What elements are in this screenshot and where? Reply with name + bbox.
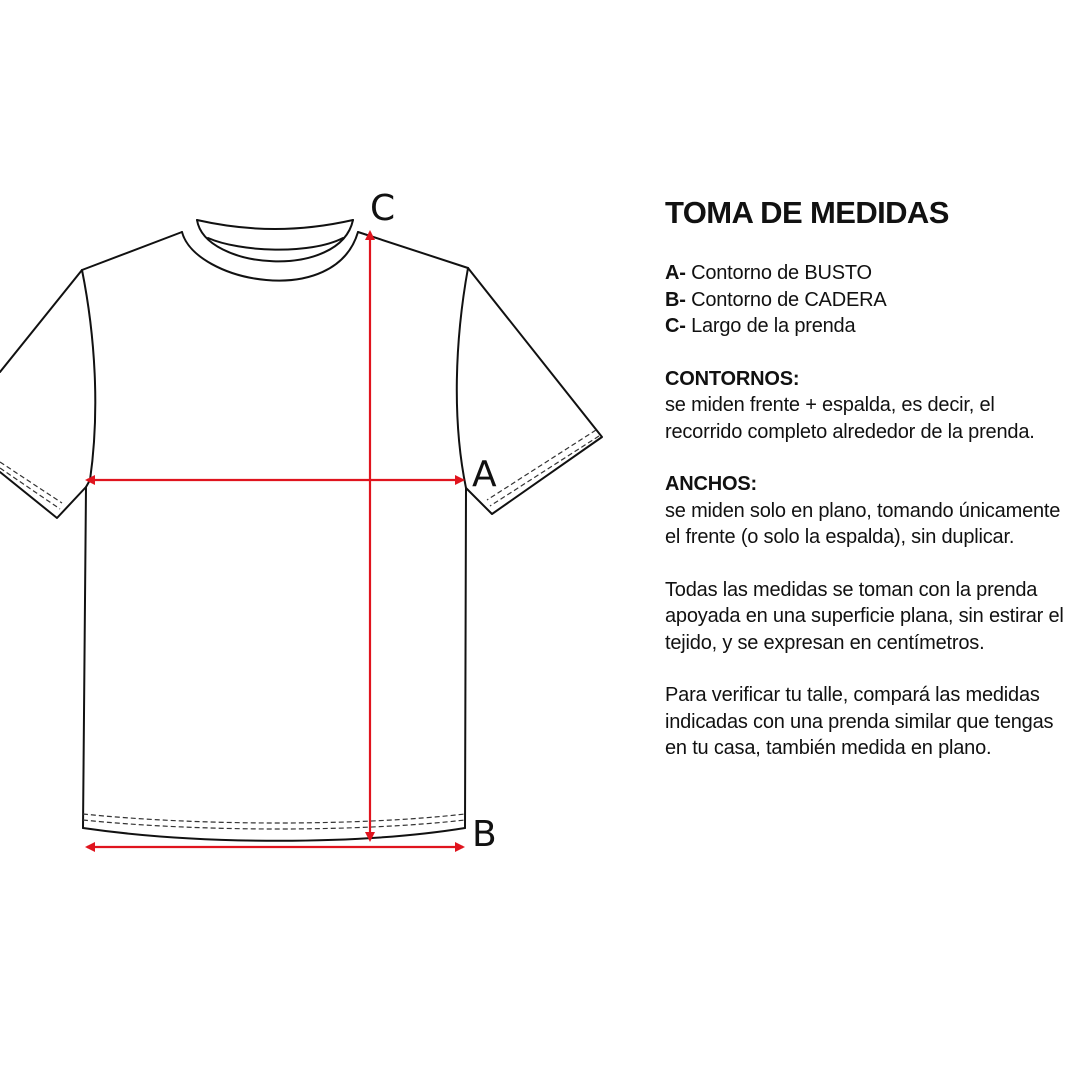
measure-arrows <box>87 232 463 847</box>
hem-stitch-1 <box>83 814 465 823</box>
collar-back <box>197 220 353 229</box>
info-panel <box>665 190 1065 788</box>
contornos-text: se miden frente + espalda, es decir, el recorrido completo alrededor de la prenda. <box>665 394 1035 443</box>
collar-rib <box>208 238 343 250</box>
left-shoulder <box>82 232 182 270</box>
measure-legend <box>665 260 1065 340</box>
body-left-side <box>82 270 95 828</box>
legend-item-a <box>665 260 1065 287</box>
body-right-side <box>457 268 468 828</box>
label-c: C <box>370 188 396 229</box>
right-sleeve-stitch-2 <box>490 436 599 506</box>
left-sleeve-stitch-2 <box>0 468 60 509</box>
right-shoulder <box>358 232 468 268</box>
legend-text-c: Largo de la prenda <box>691 315 856 337</box>
page-title: TOMA DE MEDIDAS <box>665 195 949 230</box>
label-b: B <box>472 814 497 855</box>
left-sleeve <box>0 270 86 518</box>
legend-item-b <box>665 287 1065 314</box>
legend-text-a: Contorno de BUSTO <box>691 262 872 284</box>
tshirt-outline <box>0 220 602 841</box>
right-sleeve-stitch-1 <box>487 430 596 500</box>
contornos-heading: CONTORNOS: <box>665 367 800 390</box>
legend-key-a: A- <box>665 262 686 284</box>
legend-key-b: B- <box>665 288 686 311</box>
measuring-instructions: Todas las medidas se toman con la prenda apoyada en una superficie plana, sin estirar el tejido, y se expresan en centímetros. <box>665 578 1064 654</box>
label-a: A <box>472 454 497 495</box>
anchos-heading: ANCHOS: <box>665 473 757 495</box>
anchos-text: se miden solo en plano, tomando únicamente el frente (o solo la espalda), sin duplicar. <box>665 499 1061 548</box>
legend-text-b: Contorno de CADERA <box>691 288 887 311</box>
legend-item-c <box>665 313 1065 340</box>
stitch-lines <box>0 430 599 829</box>
collar-inner <box>197 220 353 261</box>
hem <box>83 828 465 841</box>
anchos-section <box>665 471 1065 551</box>
contornos-section <box>665 366 1065 446</box>
legend-key-c: C- <box>665 315 686 337</box>
hem-stitch-2 <box>83 820 465 829</box>
size-verification-tip: Para verificar tu talle, compará las medidas indicadas con una prenda similar que tengas en tu casa, también medida en plano. <box>665 684 1054 759</box>
